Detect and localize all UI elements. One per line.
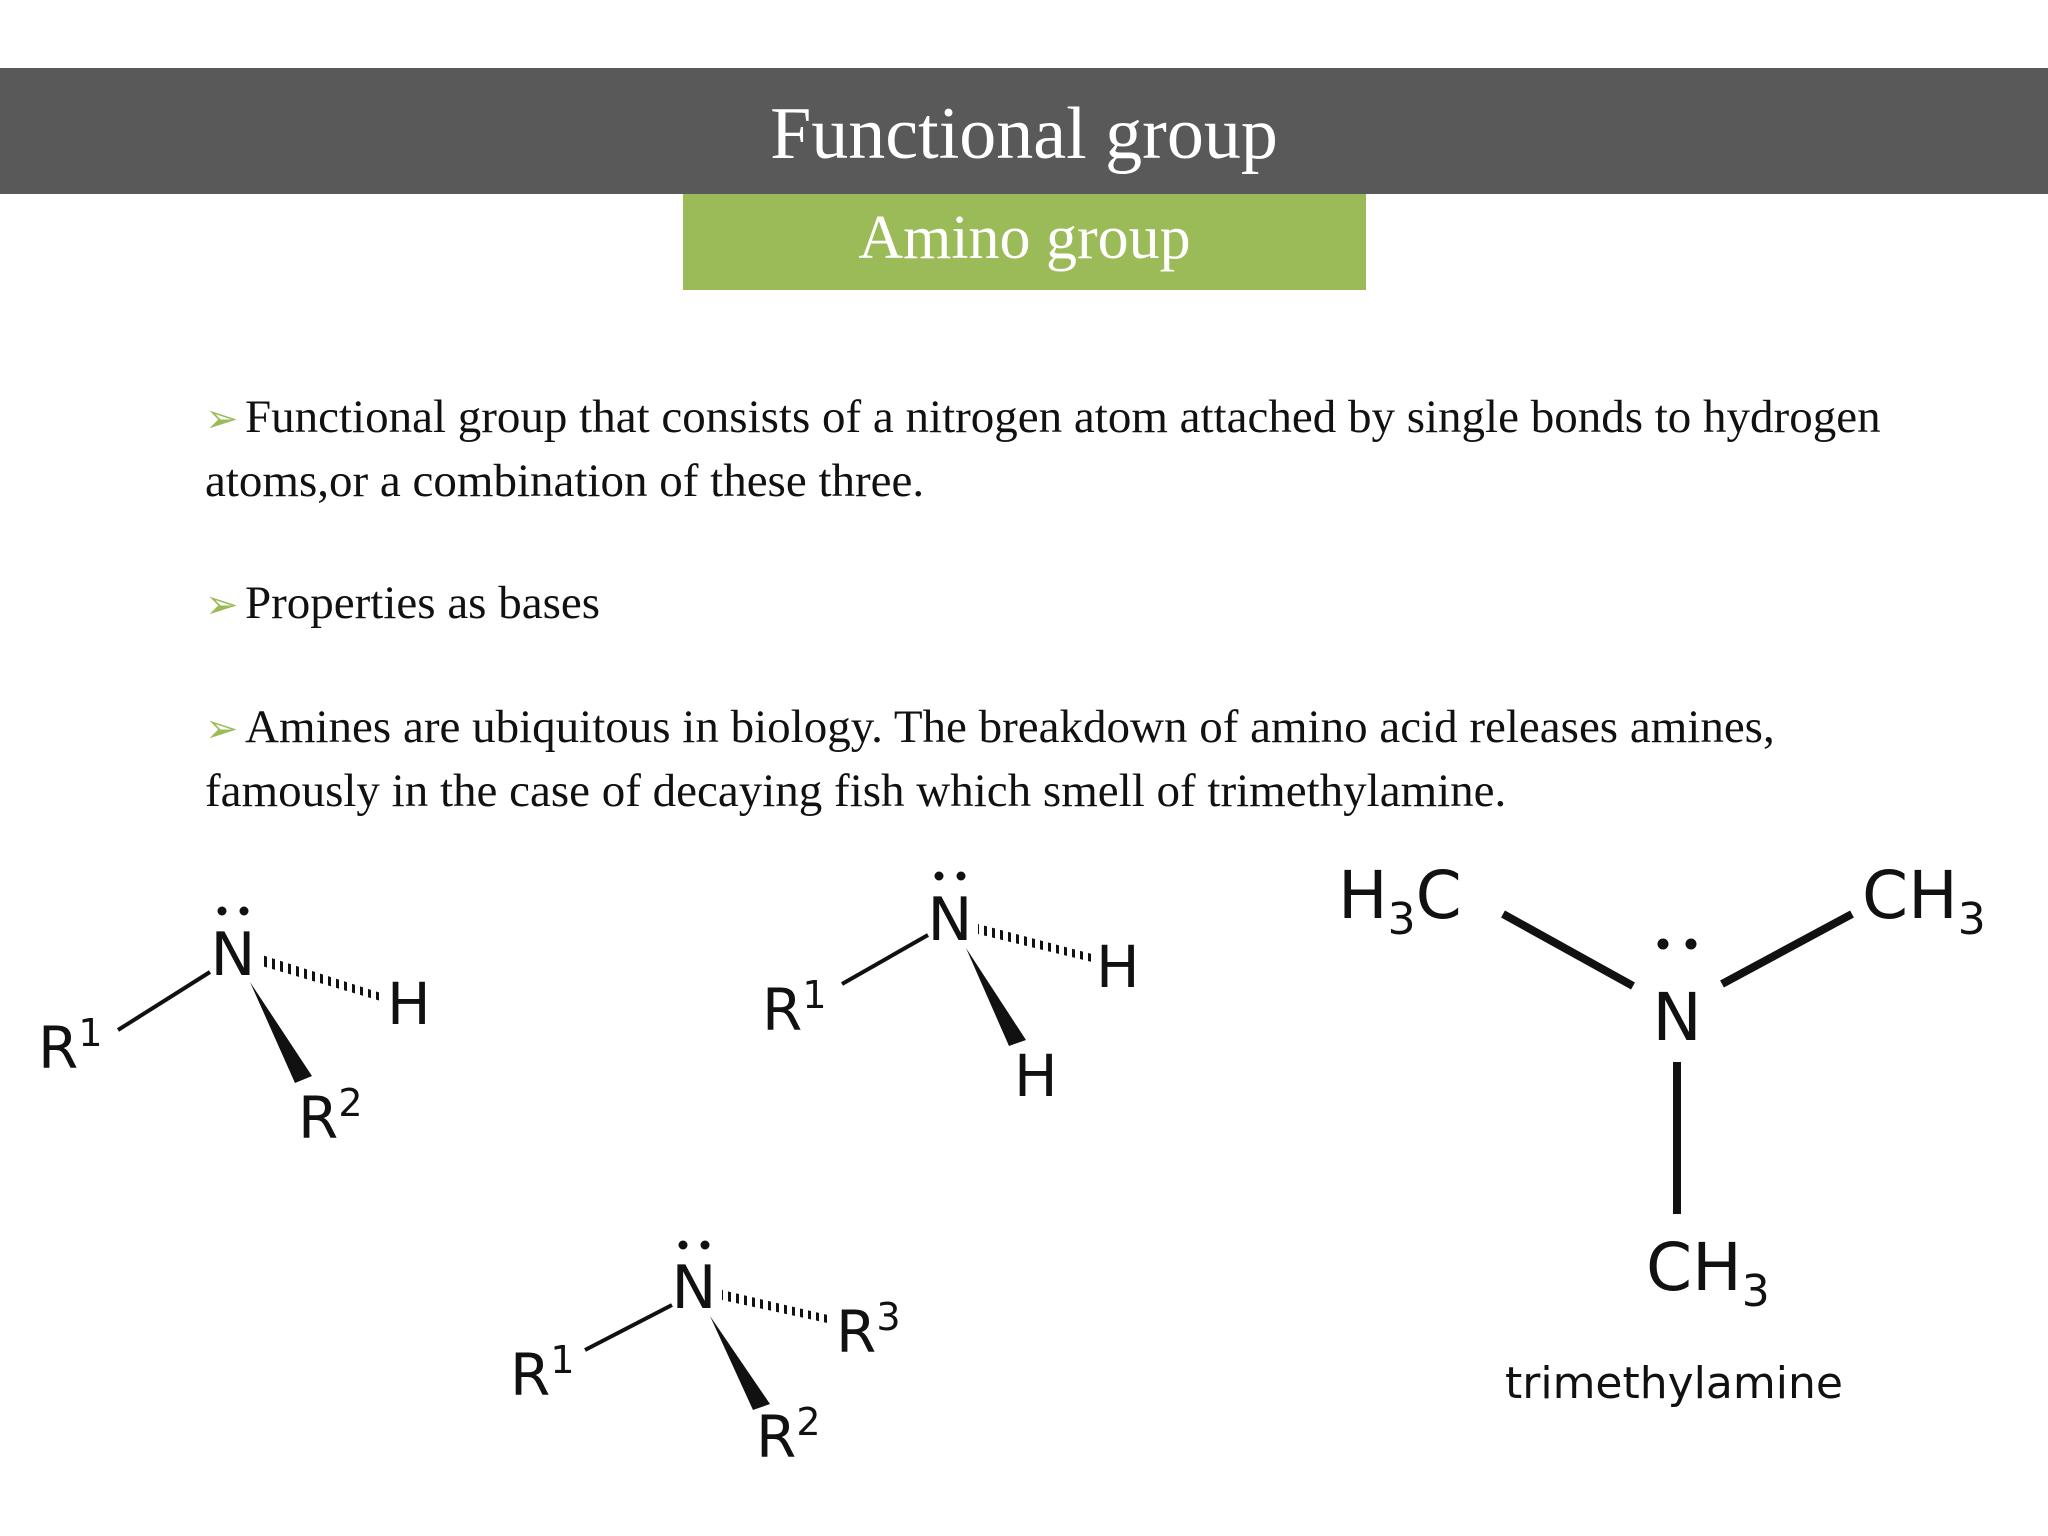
secondary-amine-structure <box>38 907 431 1153</box>
hydrogen-atom: H <box>1014 1042 1058 1110</box>
r1-label: $R^1$ <box>510 1338 575 1409</box>
solid-wedge-bond <box>966 948 1026 1046</box>
bond-line <box>842 935 928 984</box>
hashed-wedge-bond <box>722 1290 832 1324</box>
lone-pair-dot <box>240 907 249 916</box>
tertiary-amine-structure <box>510 1241 901 1472</box>
hydrogen-atom: H <box>387 970 431 1038</box>
bond-line <box>1722 914 1852 984</box>
bullet-text: Properties as bases <box>245 577 601 629</box>
primary-amine-structure <box>762 872 1140 1111</box>
bullet-text: Functional group that consists of a nitrogen atom attached by single bonds to hydrogen atoms,or a combination of these three. <box>205 391 1881 507</box>
methyl-group-left: $H_3C$ <box>1338 857 1462 945</box>
bond-line <box>1503 914 1633 986</box>
nitrogen-atom: N <box>210 920 256 990</box>
lone-pair-dot <box>957 872 966 881</box>
r2-label: $R^2$ <box>298 1081 363 1152</box>
bond-line <box>585 1305 672 1350</box>
slide-title: Functional group <box>770 93 1278 175</box>
r1-label: $R^1$ <box>38 1011 103 1082</box>
nitrogen-atom: N <box>1652 979 1702 1056</box>
hashed-wedge-bond <box>978 924 1092 962</box>
lone-pair-dot <box>701 1241 710 1250</box>
methyl-group-bottom: $CH_3$ <box>1646 1229 1770 1317</box>
nitrogen-atom: N <box>671 1253 717 1323</box>
lone-pair-dot <box>218 907 227 916</box>
hashed-wedge-bond <box>262 955 384 1002</box>
r1-label: $R^1$ <box>762 973 827 1044</box>
r2-label: $R^2$ <box>756 1400 821 1471</box>
bullet-arrow-icon: ➢ <box>205 706 239 751</box>
solid-wedge-bond <box>710 1316 770 1410</box>
lone-pair-dot <box>935 872 944 881</box>
r3-label: $R^3$ <box>836 1295 901 1366</box>
lone-pair-dot <box>679 1241 688 1250</box>
bullet-arrow-icon: ➢ <box>205 396 239 441</box>
trimethylamine-structure <box>1338 857 1986 1317</box>
bullet-arrow-icon: ➢ <box>205 582 239 627</box>
bond-line <box>118 972 210 1030</box>
lone-pair-dot <box>1658 939 1669 950</box>
bullet-text: Amines are ubiquitous in biology. The breakdown of amino acid releases amines, famously in the case of decaying fish which smell of trimethylamine. <box>205 701 1775 817</box>
hydrogen-atom: H <box>1096 933 1140 1001</box>
nitrogen-atom: N <box>927 885 973 955</box>
solid-wedge-bond <box>250 982 312 1083</box>
slide-subtitle: Amino group <box>858 204 1191 272</box>
methyl-group-right: $CH_3$ <box>1862 857 1986 945</box>
trimethylamine-caption: trimethylamine <box>1505 1358 1843 1409</box>
lone-pair-dot <box>1686 939 1697 950</box>
